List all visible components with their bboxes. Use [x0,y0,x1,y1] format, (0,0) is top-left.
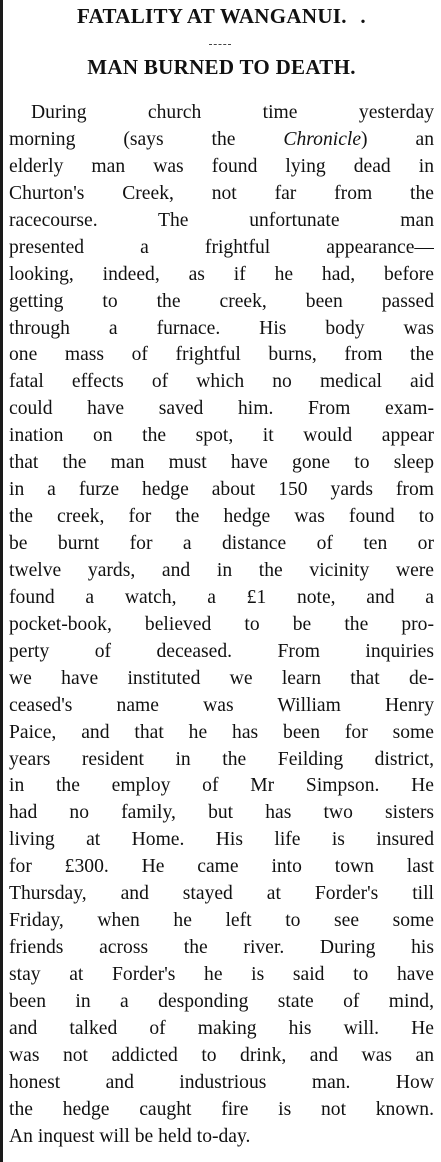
article-line: perty of deceased. From inquiries [9,640,434,662]
article-headline [9,6,434,27]
article-line: Friday, when he left to see some [9,910,434,932]
article-line: could have saved him. From exam- [9,398,434,420]
article-line: years resident in the Feilding district, [9,748,434,770]
article-line: living at Home. His life is insured [9,829,434,851]
article-line: in a furze hedge about 150 yards from [9,479,434,501]
article-line: stay at Forder's he is said to have [9,964,434,985]
headline-trailing-dot: . [360,4,366,28]
article-line: fatal effects of which no medical aid [9,371,434,393]
article-line: looking, indeed, as if he had, before [9,263,434,285]
article-line: one mass of frightful burns, from the [9,344,434,366]
article-line: elderly man was found lying dead in [9,155,434,177]
article-line: the creek, for the hedge was found to [9,506,434,528]
article-line: through a furnace. His body was [9,317,434,339]
article-body [9,100,434,1151]
article-line: found a watch, a £1 note, and a [9,586,434,608]
italic-publication-name: Chronicle [283,128,362,150]
headline-text: FATALITY AT WANGANUI. [77,4,347,28]
article-line: Paice, and that he has been for some [9,721,434,743]
article-line: the hedge caught fire is not known. [9,1098,434,1120]
article-subheadline: MAN BURNED TO DEATH. [87,55,356,79]
article-line: been in a desponding state of mind, [9,990,434,1012]
article-line: An inquest will be held to-day. [9,1125,251,1147]
article-line: was not addicted to drink, and was an [9,1044,434,1066]
article-line: twelve yards, and in the vicinity were [9,559,434,581]
article-line: ination on the spot, it would appear [9,425,434,447]
article-line: had no family, but has two sisters [9,802,434,824]
article-line: getting to the creek, been passed [9,290,434,312]
article-line: we have instituted we learn that de- [9,667,434,689]
article-line: Thursday, and stayed at Forder's till [9,883,434,905]
article-line: friends across the river. During his [9,937,434,959]
headline-separator [209,44,231,45]
article-line: ceased's name was William Henry [9,694,434,716]
article-line: and talked of making his will. He [9,1017,434,1039]
article-line: Churton's Creek, not far from the [9,182,434,204]
article-line: honest and industrious man. How [9,1071,434,1093]
article-line: During church time yesterday [31,102,434,123]
article-line: racecourse. The unfortunate man [9,209,434,231]
column-rule [0,0,3,1162]
article-line: morning (says the Chronicle) an [9,128,434,150]
article-line: that the man must have gone to sleep [9,452,434,474]
article-line: presented a frightful appearance— [9,236,434,258]
article-line: be burnt for a distance of ten or [9,533,434,554]
article-line: pocket-book, believed to be the pro- [9,613,434,635]
article-line: for £300. He came into town last [9,856,434,878]
article-line: in the employ of Mr Simpson. He [9,775,434,797]
